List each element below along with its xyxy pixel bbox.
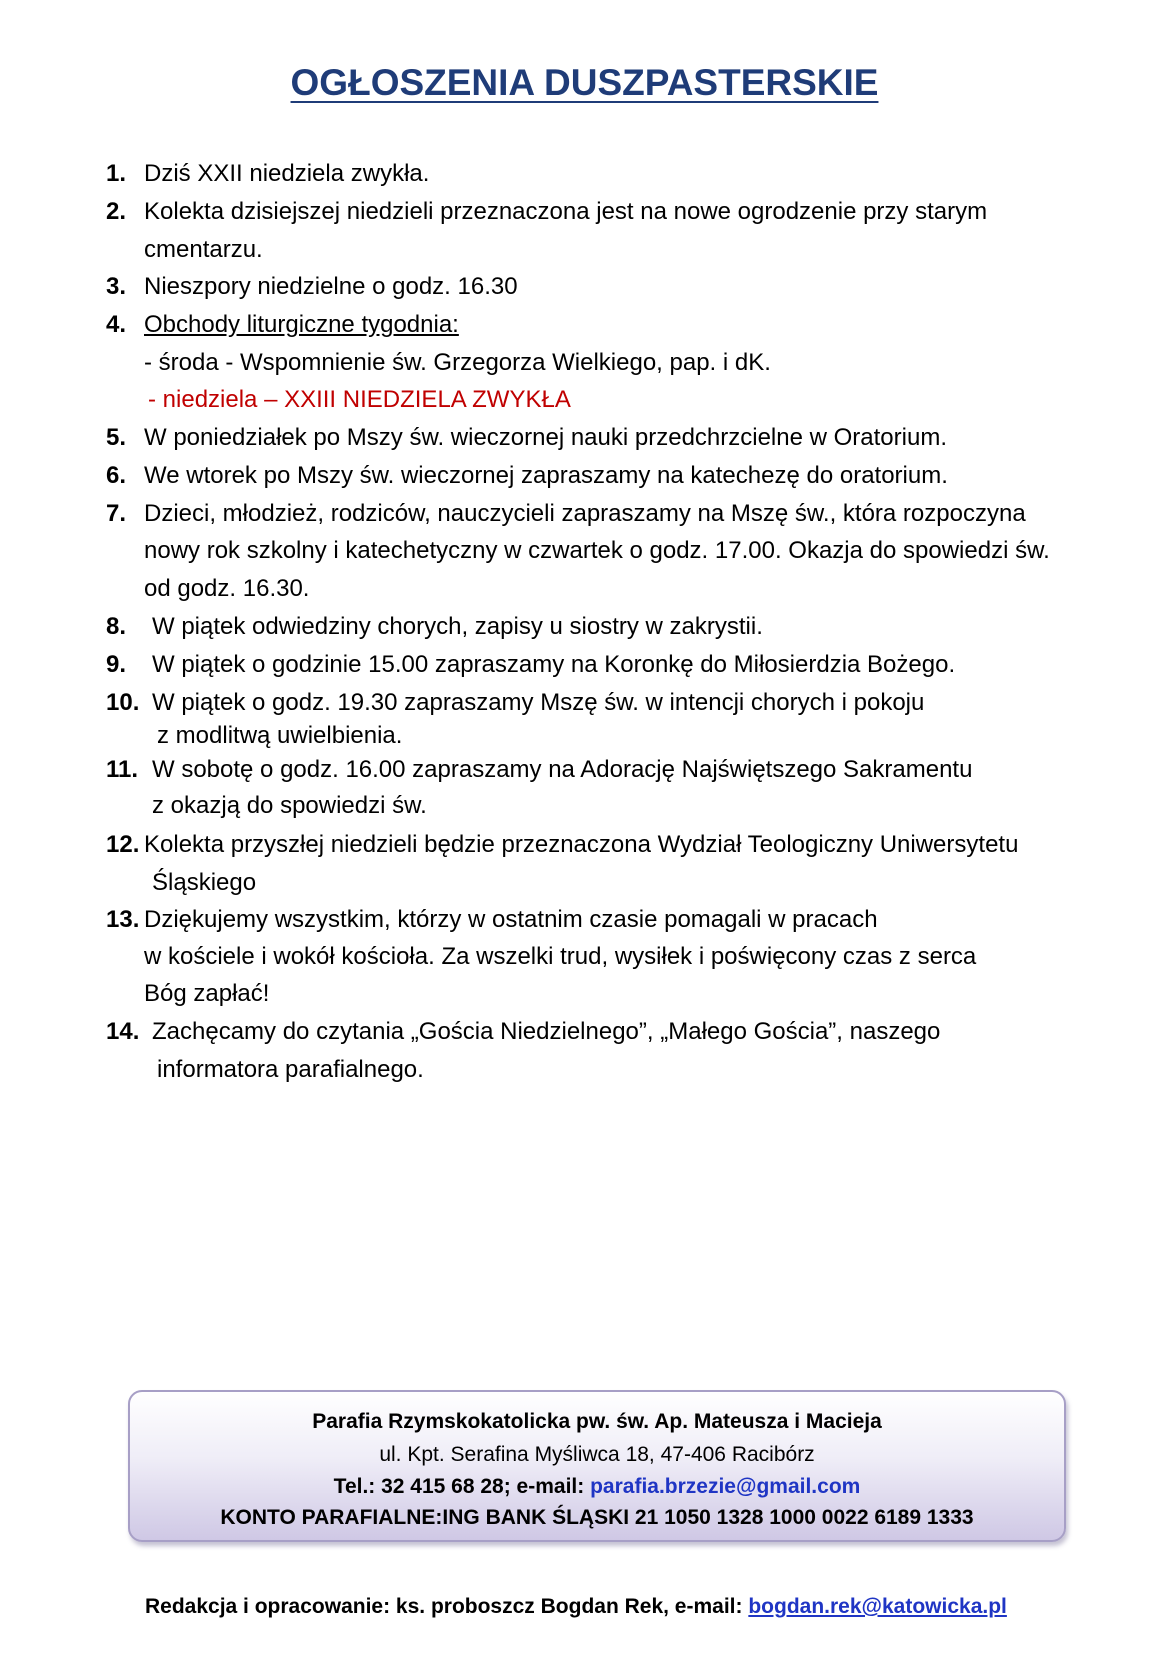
item-text: Nieszpory niedzielne o godz. 16.30 xyxy=(144,273,518,300)
item-number: 12. xyxy=(106,831,140,858)
parish-name: Parafia Rzymskokatolicka pw. św. Ap. Mateusza i Macieja xyxy=(312,1410,882,1433)
item-number: 3. xyxy=(106,273,127,300)
item-text: - środa - Wspomnienie św. Grzegorza Wielkiego, pap. i dK. xyxy=(144,349,771,376)
page-title: OGŁOSZENIA DUSZPASTERSKIE xyxy=(290,62,879,103)
announcement-item xyxy=(106,613,1106,651)
item-text: nowy rok szkolny i katechetyczny w czwartek o godz. 17.00. Okazja do spowiedzi św. xyxy=(144,537,1050,564)
parish-email-link[interactable]: parafia.brzezie@gmail.com xyxy=(590,1475,861,1498)
parish-contact xyxy=(130,1475,1064,1499)
item-number: 11. xyxy=(106,756,139,783)
item-number: 9. xyxy=(106,651,127,678)
announcement-item xyxy=(106,689,1106,756)
announcement-item xyxy=(106,462,1106,500)
item-text: W sobotę o godz. 16.00 zapraszamy na Adorację Najświętszego Sakramentu xyxy=(152,756,973,783)
item-number: 14. xyxy=(106,1018,140,1045)
item-number: 1. xyxy=(106,160,127,187)
item-text: W piątek o godzinie 15.00 zapraszamy na Koronkę do Miłosierdzia Bożego. xyxy=(152,651,956,678)
item-number: 10. xyxy=(106,689,140,716)
item-text: Dziękujemy wszystkim, którzy w ostatnim czasie pomagali w pracach xyxy=(144,906,878,933)
item-number: 2. xyxy=(106,198,127,225)
parish-info-box xyxy=(128,1390,1066,1542)
item-text: Kolekta dzisiejszej niedzieli przeznaczona jest na nowe ogrodzenie przy starym xyxy=(144,198,988,225)
item-heading: Obchody liturgiczne tygodnia: xyxy=(144,311,459,338)
announcement-item xyxy=(106,1018,1106,1093)
item-text: z modlitwą uwielbienia. xyxy=(157,722,403,749)
item-text: w kościele i wokół kościoła. Za wszelki trud, wysiłek i poświęcony czas z serca xyxy=(144,943,977,970)
announcement-item xyxy=(106,198,1106,273)
phone-label: Tel.: 32 415 68 28; e-mail: xyxy=(333,1475,591,1498)
item-number: 8. xyxy=(106,613,127,640)
parish-bank-account: KONTO PARAFIALNE:ING BANK ŚLĄSKI 21 1050 1328 1000 0022 6189 1333 xyxy=(220,1506,974,1529)
item-text: W piątek odwiedziny chorych, zapisy u siostry w zakrystii. xyxy=(152,613,763,640)
item-number: 6. xyxy=(106,462,127,489)
item-text: W piątek o godz. 19.30 zapraszamy Mszę św. w intencji chorych i pokoju xyxy=(152,689,925,716)
announcement-item xyxy=(106,651,1106,689)
item-text: Kolekta przyszłej niedzieli będzie przeznaczona Wydział Teologiczny Uniwersytetu xyxy=(144,831,1019,858)
item-number: 4. xyxy=(106,311,127,338)
item-highlight: - niedziela – XXIII NIEDZIELA ZWYKŁA xyxy=(148,386,571,413)
item-text: cmentarzu. xyxy=(144,236,263,263)
item-text: Śląskiego xyxy=(152,869,257,896)
item-text: Dziś XXII niedziela zwykła. xyxy=(144,160,430,187)
announcement-item xyxy=(106,160,1106,198)
item-text: Zachęcamy do czytania „Gościa Niedzielnego”, „Małego Gościa”, naszego xyxy=(152,1018,941,1045)
announcement-list xyxy=(106,160,1106,1093)
editorial-label: Redakcja i opracowanie: ks. proboszcz Bogdan Rek, e-mail: xyxy=(145,1595,749,1618)
item-text: z okazją do spowiedzi św. xyxy=(152,792,427,819)
announcement-item xyxy=(106,831,1106,906)
announcement-item xyxy=(106,500,1106,613)
announcement-item xyxy=(106,756,1106,831)
item-text: W poniedziałek po Mszy św. wieczornej nauki przedchrzcielne w Oratorium. xyxy=(144,424,947,451)
announcement-item xyxy=(106,906,1106,1018)
item-text: We wtorek po Mszy św. wieczornej zapraszamy na katechezę do oratorium. xyxy=(144,462,948,489)
item-text: od godz. 16.30. xyxy=(144,575,310,602)
parish-address: ul. Kpt. Serafina Myśliwca 18, 47-406 Racibórz xyxy=(379,1443,815,1466)
item-text: Dzieci, młodzież, rodziców, nauczycieli zapraszamy na Mszę św., która rozpoczyna xyxy=(144,500,1026,527)
item-number: 13. xyxy=(106,906,140,933)
editorial-email-link[interactable]: bogdan.rek@katowicka.pl xyxy=(748,1595,1007,1618)
announcement-item xyxy=(106,311,1106,424)
announcement-item xyxy=(106,424,1106,462)
item-number: 7. xyxy=(106,500,127,527)
item-number: 5. xyxy=(106,424,127,451)
editorial-note xyxy=(145,1595,1007,1619)
announcement-item xyxy=(106,273,1106,311)
item-text: informatora parafialnego. xyxy=(157,1056,424,1083)
item-text: Bóg zapłać! xyxy=(144,980,270,1007)
